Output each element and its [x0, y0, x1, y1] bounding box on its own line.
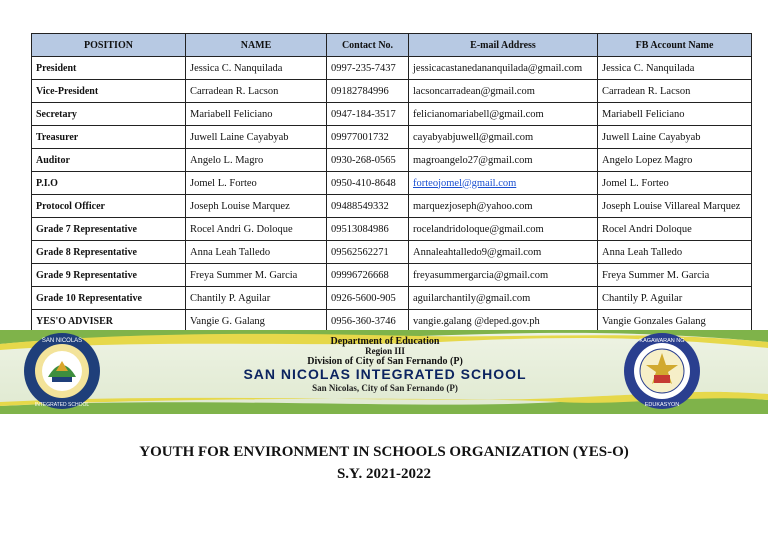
- cell-name: Jessica C. Nanquilada: [186, 57, 327, 80]
- deped-line: Department of Education: [330, 336, 440, 347]
- cell-fb-account: Jomel L. Forteo: [598, 172, 752, 195]
- cell-contact: 09488549332: [327, 195, 409, 218]
- header-email: E-mail Address: [409, 34, 598, 57]
- cell-position: Treasurer: [32, 126, 186, 149]
- cell-email: felicianomariabell@gmail.com: [409, 103, 598, 126]
- cell-contact: 0930-268-0565: [327, 149, 409, 172]
- cell-contact: 0926-5600-905: [327, 287, 409, 310]
- table-row: [32, 287, 752, 310]
- cell-contact: 09977001732: [327, 126, 409, 149]
- cell-email: cayabyabjuwell@gmail.com: [409, 126, 598, 149]
- cell-position: Grade 9 Representative: [32, 264, 186, 287]
- header-name: NAME: [186, 34, 327, 57]
- cell-position: President: [32, 57, 186, 80]
- cell-fb-account: Freya Summer M. Garcia: [598, 264, 752, 287]
- table-row: [32, 241, 752, 264]
- table-row: [32, 172, 752, 195]
- header-position: POSITION: [32, 34, 186, 57]
- cell-email: vangie.galang @deped.gov.ph: [409, 310, 598, 333]
- cell-email: freyasummergarcia@gmail.com: [409, 264, 598, 287]
- cell-name: Carradean R. Lacson: [186, 80, 327, 103]
- cell-position: Vice-President: [32, 80, 186, 103]
- cell-contact: 0956-360-3746: [327, 310, 409, 333]
- table-header-row: [32, 34, 752, 57]
- cell-name: Vangie G. Galang: [186, 310, 327, 333]
- cell-email: magroangelo27@gmail.com: [409, 149, 598, 172]
- table-row: [32, 195, 752, 218]
- table-row: [32, 149, 752, 172]
- cell-position: Secretary: [32, 103, 186, 126]
- school-address: San Nicolas, City of San Fernando (P): [312, 383, 458, 393]
- cell-name: Juwell Laine Cayabyab: [186, 126, 327, 149]
- cell-fb-account: Juwell Laine Cayabyab: [598, 126, 752, 149]
- cell-position: YES'O ADVISER: [32, 310, 186, 333]
- cell-email: marquezjoseph@yahoo.com: [409, 195, 598, 218]
- region-line: Region III: [365, 346, 405, 356]
- header-fb-account: FB Account Name: [598, 34, 752, 57]
- table-row: [32, 80, 752, 103]
- cell-contact: 09182784996: [327, 80, 409, 103]
- table-row: [32, 264, 752, 287]
- cell-contact: 09996726668: [327, 264, 409, 287]
- cell-name: Joseph Louise Marquez: [186, 195, 327, 218]
- email-link[interactable]: forteojomel@gmail.com: [409, 172, 598, 195]
- cell-email: Annaleahtalledo9@gmail.com: [409, 241, 598, 264]
- cell-contact: 0950-410-8648: [327, 172, 409, 195]
- table-row: [32, 103, 752, 126]
- cell-position: P.I.O: [32, 172, 186, 195]
- cell-contact: 0947-184-3517: [327, 103, 409, 126]
- cell-fb-account: Chantily P. Aguilar: [598, 287, 752, 310]
- cell-name: Freya Summer M. Garcia: [186, 264, 327, 287]
- cell-fb-account: Mariabell Feliciano: [598, 103, 752, 126]
- svg-text:KAGAWARAN NG: KAGAWARAN NG: [639, 338, 685, 344]
- table-row: [32, 57, 752, 80]
- cell-position: Protocol Officer: [32, 195, 186, 218]
- cell-fb-account: Jessica C. Nanquilada: [598, 57, 752, 80]
- svg-text:EDUKASYON: EDUKASYON: [644, 402, 680, 408]
- cell-contact: 09513084986: [327, 218, 409, 241]
- cell-name: Rocel Andri G. Doloque: [186, 218, 327, 241]
- school-letterhead-banner: [0, 330, 768, 414]
- cell-position: Grade 8 Representative: [32, 241, 186, 264]
- cell-position: Auditor: [32, 149, 186, 172]
- cell-email: rocelandridoloque@gmail.com: [409, 218, 598, 241]
- organization-title: YOUTH FOR ENVIRONMENT IN SCHOOLS ORGANIZATION (YES-O): [139, 444, 629, 460]
- school-name: SAN NICOLAS INTEGRATED SCHOOL: [243, 366, 527, 382]
- officers-table: [31, 33, 752, 333]
- cell-fb-account: Joseph Louise Villareal Marquez: [598, 195, 752, 218]
- table-row: [32, 126, 752, 149]
- cell-contact: 09562562271: [327, 241, 409, 264]
- svg-text:INTEGRATED SCHOOL: INTEGRATED SCHOOL: [34, 402, 90, 408]
- cell-name: Anna Leah Talledo: [186, 241, 327, 264]
- cell-fb-account: Rocel Andri Doloque: [598, 218, 752, 241]
- cell-fb-account: Anna Leah Talledo: [598, 241, 752, 264]
- cell-position: Grade 7 Representative: [32, 218, 186, 241]
- cell-name: Chantily P. Aguilar: [186, 287, 327, 310]
- table-row: [32, 218, 752, 241]
- cell-email: jessicacastanedananquilada@gmail.com: [409, 57, 598, 80]
- cell-fb-account: Carradean R. Lacson: [598, 80, 752, 103]
- deped-seal-logo: [622, 331, 702, 411]
- division-line: Division of City of San Fernando (P): [307, 356, 463, 367]
- svg-text:SAN NICOLAS: SAN NICOLAS: [41, 338, 83, 344]
- header-contact: Contact No.: [327, 34, 409, 57]
- school-seal-logo: [22, 331, 102, 411]
- cell-name: Mariabell Feliciano: [186, 103, 327, 126]
- cell-fb-account: Angelo Lopez Magro: [598, 149, 752, 172]
- cell-email: lacsoncarradean@gmail.com: [409, 80, 598, 103]
- cell-fb-account: Vangie Gonzales Galang: [598, 310, 752, 333]
- cell-contact: 0997-235-7437: [327, 57, 409, 80]
- cell-position: Grade 10 Representative: [32, 287, 186, 310]
- cell-name: Jomel L. Forteo: [186, 172, 327, 195]
- cell-email: aguilarchantily@gmail.com: [409, 287, 598, 310]
- school-year: S.Y. 2021-2022: [336, 466, 432, 482]
- cell-name: Angelo L. Magro: [186, 149, 327, 172]
